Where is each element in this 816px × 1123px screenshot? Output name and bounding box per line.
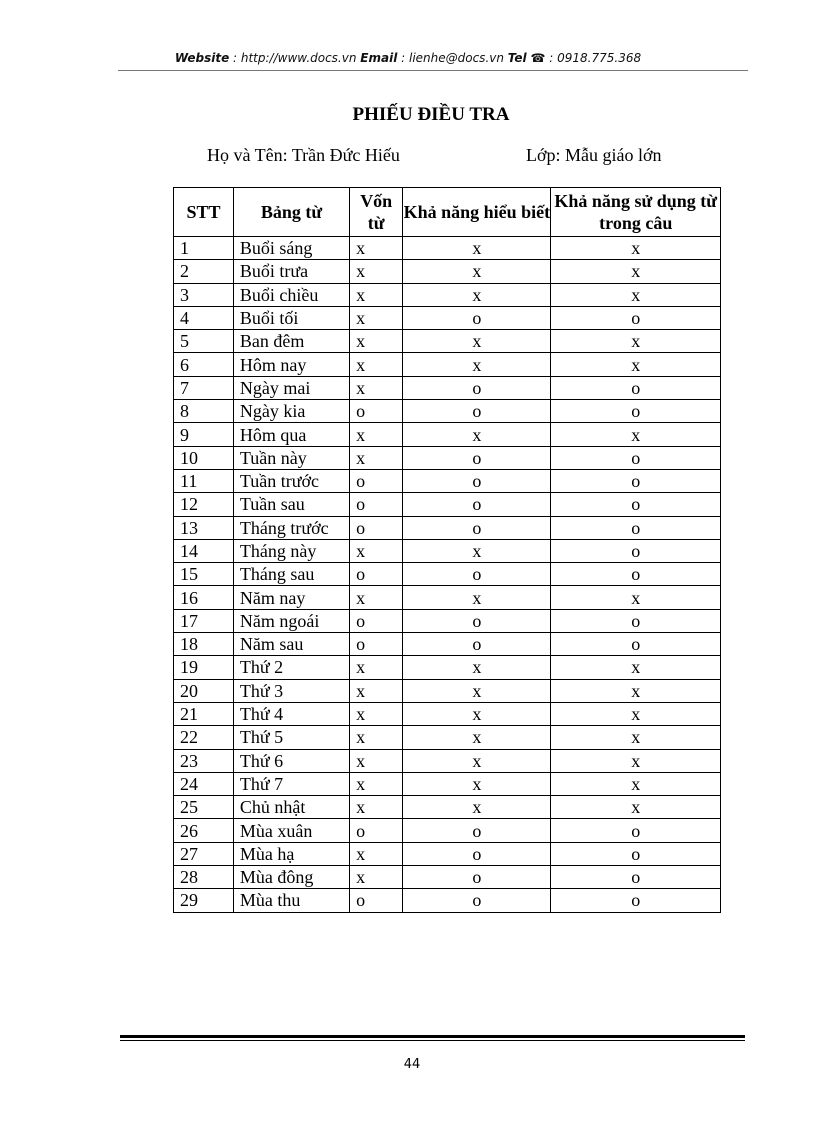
row-understanding: o	[403, 446, 551, 469]
row-understanding: o	[403, 633, 551, 656]
row-word: Tháng này	[233, 539, 349, 562]
header-word: Bảng từ	[233, 188, 349, 237]
row-understanding: x	[403, 656, 551, 679]
table-row	[174, 679, 721, 702]
table-row	[174, 539, 721, 562]
email-value: : lienhe@docs.vn	[397, 51, 508, 65]
row-usage: x	[551, 237, 721, 260]
table-row	[174, 586, 721, 609]
row-word: Thứ 4	[233, 702, 349, 725]
row-understanding: o	[403, 866, 551, 889]
row-vocabulary: x	[350, 842, 403, 865]
row-vocabulary: x	[350, 446, 403, 469]
row-word: Năm nay	[233, 586, 349, 609]
row-understanding: o	[403, 819, 551, 842]
row-usage: x	[551, 726, 721, 749]
row-vocabulary: o	[350, 889, 403, 912]
row-vocabulary: x	[350, 260, 403, 283]
row-stt: 17	[174, 609, 234, 632]
row-vocabulary: x	[350, 656, 403, 679]
table-row	[174, 633, 721, 656]
row-stt: 2	[174, 260, 234, 283]
row-word: Tuần này	[233, 446, 349, 469]
row-stt: 13	[174, 516, 234, 539]
row-word: Tháng sau	[233, 563, 349, 586]
row-usage: x	[551, 353, 721, 376]
table-row	[174, 400, 721, 423]
row-usage: x	[551, 772, 721, 795]
row-understanding: x	[403, 260, 551, 283]
row-usage: x	[551, 702, 721, 725]
row-word: Mùa thu	[233, 889, 349, 912]
row-usage: o	[551, 446, 721, 469]
row-stt: 3	[174, 283, 234, 306]
row-stt: 21	[174, 702, 234, 725]
table-row	[174, 330, 721, 353]
table-row	[174, 563, 721, 586]
row-vocabulary: x	[350, 283, 403, 306]
row-usage: o	[551, 516, 721, 539]
row-word: Mùa hạ	[233, 842, 349, 865]
row-vocabulary: o	[350, 469, 403, 492]
row-stt: 22	[174, 726, 234, 749]
row-usage: x	[551, 796, 721, 819]
row-stt: 11	[174, 469, 234, 492]
tel-label: Tel	[507, 51, 527, 65]
row-vocabulary: x	[350, 306, 403, 329]
table-row	[174, 283, 721, 306]
table-row	[174, 842, 721, 865]
table-body	[174, 237, 721, 913]
table-row	[174, 656, 721, 679]
table-row	[174, 609, 721, 632]
row-understanding: o	[403, 306, 551, 329]
row-usage: o	[551, 866, 721, 889]
email-label: Email	[360, 51, 398, 65]
row-understanding: o	[403, 609, 551, 632]
row-word: Năm ngoái	[233, 609, 349, 632]
table-row	[174, 772, 721, 795]
row-word: Ngày kia	[233, 400, 349, 423]
table-row	[174, 889, 721, 912]
table-row	[174, 493, 721, 516]
row-stt: 19	[174, 656, 234, 679]
row-vocabulary: x	[350, 586, 403, 609]
row-stt: 28	[174, 866, 234, 889]
row-vocabulary: x	[350, 796, 403, 819]
row-understanding: o	[403, 516, 551, 539]
page-header	[0, 51, 816, 65]
row-vocabulary: x	[350, 679, 403, 702]
row-vocabulary: o	[350, 493, 403, 516]
row-understanding: x	[403, 796, 551, 819]
student-class: Lớp: Mẫu giáo lớn	[526, 145, 662, 165]
row-word: Thứ 2	[233, 656, 349, 679]
student-name: Họ và Tên: Trần Đức Hiếu	[207, 145, 400, 165]
row-stt: 1	[174, 237, 234, 260]
page-number: 44	[403, 1057, 421, 1072]
table-row	[174, 306, 721, 329]
row-word: Ban đêm	[233, 330, 349, 353]
footer-divider-thin	[120, 1040, 745, 1041]
row-understanding: x	[403, 772, 551, 795]
row-stt: 7	[174, 376, 234, 399]
header-divider	[118, 70, 748, 71]
page-title: PHIẾU ĐIỀU TRA	[352, 104, 510, 125]
row-usage: o	[551, 633, 721, 656]
row-vocabulary: x	[350, 749, 403, 772]
row-vocabulary: x	[350, 866, 403, 889]
phone-icon: ☎	[530, 51, 546, 65]
row-stt: 12	[174, 493, 234, 516]
row-stt: 29	[174, 889, 234, 912]
row-understanding: o	[403, 469, 551, 492]
row-word: Mùa đông	[233, 866, 349, 889]
header-understanding: Khả năng hiểu biết	[403, 188, 551, 237]
table-row	[174, 796, 721, 819]
row-word: Buổi chiều	[233, 283, 349, 306]
row-stt: 5	[174, 330, 234, 353]
row-usage: o	[551, 493, 721, 516]
row-usage: x	[551, 260, 721, 283]
row-usage: x	[551, 749, 721, 772]
row-usage: x	[551, 656, 721, 679]
row-stt: 18	[174, 633, 234, 656]
row-usage: o	[551, 400, 721, 423]
row-stt: 4	[174, 306, 234, 329]
row-vocabulary: x	[350, 726, 403, 749]
row-understanding: x	[403, 330, 551, 353]
row-usage: x	[551, 423, 721, 446]
row-vocabulary: x	[350, 772, 403, 795]
row-word: Thứ 5	[233, 726, 349, 749]
row-word: Mùa xuân	[233, 819, 349, 842]
table-row	[174, 702, 721, 725]
row-stt: 15	[174, 563, 234, 586]
row-stt: 16	[174, 586, 234, 609]
table-row	[174, 353, 721, 376]
row-stt: 20	[174, 679, 234, 702]
row-understanding: x	[403, 423, 551, 446]
row-vocabulary: x	[350, 376, 403, 399]
table-row	[174, 237, 721, 260]
row-vocabulary: x	[350, 423, 403, 446]
survey-table	[173, 187, 721, 913]
row-stt: 24	[174, 772, 234, 795]
table-row	[174, 446, 721, 469]
row-usage: o	[551, 819, 721, 842]
row-vocabulary: o	[350, 516, 403, 539]
row-vocabulary: o	[350, 819, 403, 842]
row-understanding: x	[403, 679, 551, 702]
table-row	[174, 726, 721, 749]
row-usage: x	[551, 679, 721, 702]
row-understanding: x	[403, 353, 551, 376]
row-understanding: o	[403, 400, 551, 423]
row-word: Buổi tối	[233, 306, 349, 329]
row-word: Ngày mai	[233, 376, 349, 399]
row-usage: o	[551, 539, 721, 562]
row-vocabulary: x	[350, 702, 403, 725]
tel-value: : 0918.775.368	[545, 51, 642, 65]
footer-divider-thick	[120, 1035, 745, 1038]
row-word: Buổi sáng	[233, 237, 349, 260]
row-usage: o	[551, 376, 721, 399]
row-stt: 10	[174, 446, 234, 469]
row-understanding: o	[403, 493, 551, 516]
row-understanding: x	[403, 539, 551, 562]
row-stt: 9	[174, 423, 234, 446]
row-understanding: o	[403, 563, 551, 586]
row-vocabulary: o	[350, 400, 403, 423]
row-understanding: x	[403, 283, 551, 306]
table-row	[174, 516, 721, 539]
row-word: Thứ 7	[233, 772, 349, 795]
row-vocabulary: o	[350, 633, 403, 656]
row-usage: x	[551, 330, 721, 353]
row-word: Tuần trước	[233, 469, 349, 492]
row-stt: 6	[174, 353, 234, 376]
row-usage: o	[551, 306, 721, 329]
row-understanding: o	[403, 376, 551, 399]
row-usage: x	[551, 586, 721, 609]
table-row	[174, 866, 721, 889]
table-row	[174, 469, 721, 492]
row-vocabulary: o	[350, 609, 403, 632]
row-word: Hôm qua	[233, 423, 349, 446]
row-word: Chủ nhật	[233, 796, 349, 819]
row-vocabulary: x	[350, 330, 403, 353]
row-usage: o	[551, 563, 721, 586]
row-word: Buổi trưa	[233, 260, 349, 283]
row-stt: 14	[174, 539, 234, 562]
row-understanding: x	[403, 586, 551, 609]
row-understanding: o	[403, 889, 551, 912]
row-understanding: x	[403, 702, 551, 725]
header-vocabulary: Vốn từ	[350, 188, 403, 237]
row-usage: o	[551, 609, 721, 632]
row-word: Hôm nay	[233, 353, 349, 376]
row-stt: 27	[174, 842, 234, 865]
website-value: : http://www.docs.vn	[229, 51, 361, 65]
row-usage: o	[551, 842, 721, 865]
row-vocabulary: o	[350, 563, 403, 586]
row-stt: 23	[174, 749, 234, 772]
row-word: Tuần sau	[233, 493, 349, 516]
row-word: Thứ 6	[233, 749, 349, 772]
header-stt: STT	[174, 188, 234, 237]
row-vocabulary: x	[350, 237, 403, 260]
row-usage: o	[551, 469, 721, 492]
table-row	[174, 260, 721, 283]
row-usage: o	[551, 889, 721, 912]
row-stt: 26	[174, 819, 234, 842]
table-row	[174, 819, 721, 842]
header-usage: Khả năng sử dụng từ trong câu	[551, 188, 721, 237]
row-stt: 25	[174, 796, 234, 819]
row-understanding: o	[403, 842, 551, 865]
row-understanding: x	[403, 237, 551, 260]
row-understanding: x	[403, 726, 551, 749]
website-label: Website	[174, 51, 230, 65]
row-usage: x	[551, 283, 721, 306]
row-vocabulary: x	[350, 539, 403, 562]
row-word: Năm sau	[233, 633, 349, 656]
table-row	[174, 423, 721, 446]
row-understanding: x	[403, 749, 551, 772]
row-vocabulary: x	[350, 353, 403, 376]
table-row	[174, 376, 721, 399]
table-header-row	[174, 188, 721, 237]
row-stt: 8	[174, 400, 234, 423]
table-row	[174, 749, 721, 772]
row-word: Thứ 3	[233, 679, 349, 702]
row-word: Tháng trước	[233, 516, 349, 539]
